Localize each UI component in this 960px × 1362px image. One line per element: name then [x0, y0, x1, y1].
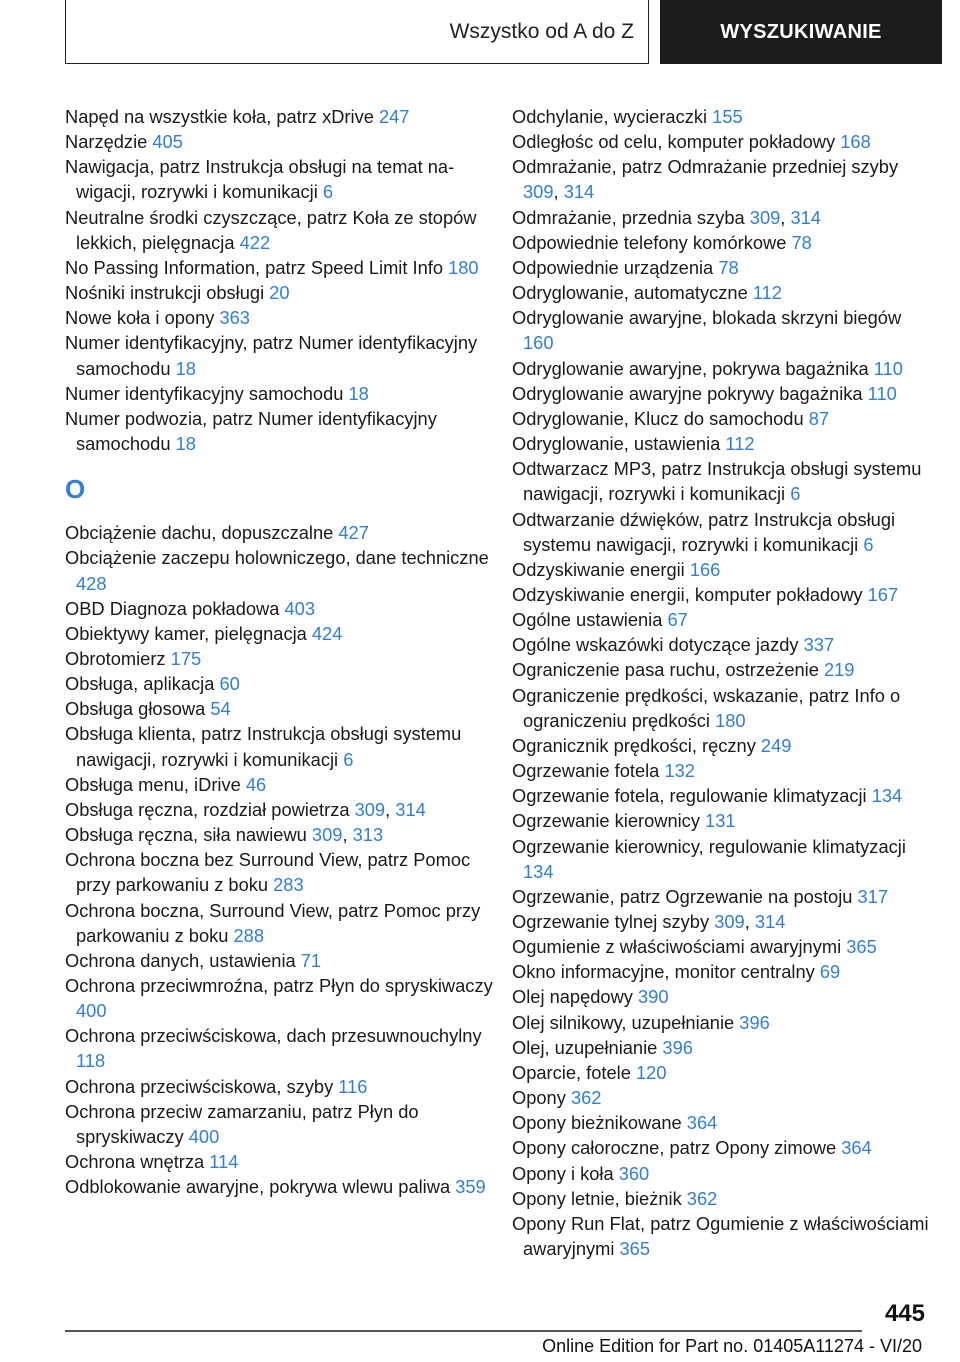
page-link[interactable]: 405 [152, 131, 183, 153]
page-link[interactable]: 427 [338, 522, 369, 544]
page-link[interactable]: 390 [638, 986, 669, 1008]
page-link[interactable]: 87 [808, 407, 830, 429]
page-link[interactable]: 314 [790, 206, 821, 228]
index-entry-text: Ochrona przeciwściskowa, dach przesuwnouchylny [65, 1025, 482, 1047]
index-entry-text: Nawigacja, patrz Instrukcja obsługi na temat nawigacji, rozrywki i komunikacji [65, 156, 455, 203]
page-separator: , [342, 824, 353, 846]
index-entry-text: Ochrona przeciwściskowa, szyby [65, 1075, 339, 1097]
index-entry-text: Ogranicznik prędkości, ręczny [512, 734, 761, 756]
page-link[interactable]: 364 [686, 1112, 718, 1134]
page-separator: , [385, 798, 396, 820]
index-entry [65, 1174, 495, 1199]
page-separator: , [744, 911, 755, 932]
page-link[interactable]: 131 [705, 810, 736, 832]
page-link[interactable]: 314 [754, 911, 786, 932]
index-entry [65, 721, 495, 771]
section-title: Wszystko od A do Z [449, 19, 634, 43]
page-separator: , [553, 181, 564, 203]
index-entry [512, 406, 932, 431]
page-header [0, 0, 960, 66]
index-entry [65, 205, 495, 255]
page-link[interactable]: 132 [664, 760, 695, 782]
page-link[interactable]: 168 [840, 131, 871, 153]
page-link[interactable]: 67 [667, 609, 688, 631]
page-link[interactable]: 362 [570, 1087, 602, 1109]
page-link[interactable]: 428 [76, 572, 107, 594]
page-link[interactable]: 60 [219, 673, 240, 695]
index-entry-text: Obsługa głosowa [65, 698, 211, 720]
page-link[interactable]: 313 [352, 824, 384, 846]
index-entry [65, 1099, 495, 1149]
index-entry [65, 898, 495, 948]
index-entry-text: Ochrona wnętrza [65, 1151, 210, 1173]
index-entry [512, 783, 932, 808]
index-entry-text: Odryglowanie awaryjne, pokrywa bagażnika [512, 357, 874, 379]
index-entry-text: Napęd na wszystkie koła, patrz xDrive [65, 106, 379, 127]
index-entry [65, 305, 495, 330]
index-entry [65, 406, 495, 456]
footer-divider [65, 1330, 862, 1332]
page-link[interactable]: 403 [284, 597, 316, 619]
index-entry-text: Odległośc od celu, komputer pokładowy [512, 131, 841, 153]
index-entry [512, 808, 932, 833]
page-link[interactable]: 180 [448, 256, 479, 278]
page-link[interactable]: 78 [718, 256, 739, 278]
index-column-right [512, 104, 932, 1261]
page-link[interactable]: 309 [714, 911, 745, 932]
index-entry [65, 948, 495, 973]
index-entry-text: Oparcie, fotele [512, 1061, 636, 1083]
page-link[interactable]: 110 [873, 357, 903, 379]
index-entry [65, 1149, 495, 1174]
index-entry-text: Obsługa menu, iDrive [65, 773, 246, 795]
index-entry-text: Odryglowanie awaryjne pokrywy bagażnika [512, 382, 868, 404]
index-entry [65, 104, 495, 129]
index-entry [512, 129, 932, 154]
index-entry-text: Ochrona boczna, Surround View, patrz Pomoc przy parkowaniu z boku [65, 899, 481, 946]
page-link[interactable]: 112 [725, 433, 755, 455]
page-link[interactable]: 20 [269, 282, 290, 304]
page-link[interactable]: 120 [635, 1061, 667, 1083]
index-entry-text: Olej silnikowy, uzupełnianie [512, 1011, 740, 1033]
index-entry [512, 909, 932, 934]
index-entry [512, 205, 932, 230]
index-entry [65, 696, 495, 721]
page-number: 445 [884, 1300, 925, 1327]
index-entry [512, 632, 932, 657]
index-entry [512, 356, 932, 381]
page-link[interactable]: 6 [343, 748, 354, 770]
page-link[interactable]: 309 [311, 824, 343, 846]
index-entry-text: Numer podwozia, patrz Numer identyfikacyjny samochodu [65, 407, 437, 455]
index-entry [512, 934, 932, 959]
index-entry-text: Olej napędowy [512, 986, 639, 1008]
index-entry [512, 230, 932, 255]
index-entry [512, 1110, 932, 1135]
index-entry [512, 582, 932, 607]
page-link[interactable]: 365 [846, 936, 877, 958]
index-entry [512, 1060, 932, 1085]
index-entry-text: Ograniczenie prędkości, wskazanie, patrz Info o ograniczeniu prędkości [512, 684, 901, 731]
page-link[interactable]: 134 [523, 860, 554, 882]
index-entry [512, 959, 932, 984]
index-entry-text: Neutralne środki czyszczące, patrz Koła ze stopów lekkich, pielęgnacja [65, 206, 477, 253]
index-entry-text: Ogrzewanie fotela, regulowanie klimatyzacji [512, 785, 872, 807]
index-entry [512, 834, 932, 884]
page-link[interactable]: 219 [823, 659, 855, 681]
index-entry [65, 1074, 495, 1099]
page-link[interactable]: 166 [689, 558, 721, 580]
index-entry-text: Obsługa, aplikacja [65, 673, 220, 695]
page-separator: , [780, 206, 791, 228]
index-entry-text: Narzędzie [65, 131, 153, 153]
page-link[interactable]: 424 [311, 622, 343, 644]
index-entry [512, 507, 932, 557]
index-entry-text: Ogólne ustawienia [512, 609, 668, 631]
page-link[interactable]: 249 [760, 734, 792, 756]
page-link[interactable]: 155 [712, 106, 743, 127]
index-entry [512, 431, 932, 456]
index-entry [512, 758, 932, 783]
index-entry [512, 1186, 932, 1211]
index-entry [512, 456, 932, 506]
index-entry [512, 607, 932, 632]
page-link[interactable]: 71 [300, 949, 322, 971]
index-entry-text: Okno informacyjne, monitor centralny [512, 961, 820, 983]
index-entry [512, 657, 932, 682]
index-entry [65, 671, 495, 696]
index-entry [512, 1035, 932, 1060]
index-entry-text: Obciążenie dachu, dopuszczalne [65, 522, 339, 544]
page-link[interactable]: 364 [841, 1137, 872, 1159]
page-link[interactable]: 309 [354, 798, 386, 820]
index-entry-text: Obsługa ręczna, rozdział powietrza [65, 798, 355, 820]
index-entry-text: Ochrona przeciw zamarzaniu, patrz Płyn do spryskiwaczy [65, 1100, 419, 1147]
page-link[interactable]: 54 [210, 698, 231, 720]
index-entry-text: Ochrona danych, ustawienia [65, 949, 301, 971]
index-entry-text: No Passing Information, patrz Speed Limit Info [65, 256, 449, 278]
page-link[interactable]: 365 [619, 1238, 651, 1260]
index-entry [65, 154, 495, 204]
index-entry [512, 255, 932, 280]
index-entry [65, 520, 495, 545]
index-entry [512, 104, 932, 129]
index-entry-text: Opony i koła [512, 1162, 619, 1184]
search-tab[interactable] [660, 0, 942, 64]
index-entry [512, 733, 932, 758]
page-link[interactable]: 359 [455, 1176, 486, 1198]
index-entry-text: Ochrona przeciwmroźna, patrz Płyn do spryskiwaczy [65, 975, 493, 996]
page-link[interactable]: 363 [219, 307, 250, 329]
index-entry [512, 557, 932, 582]
page-link[interactable]: 247 [378, 106, 410, 127]
index-entry-text: Ogumienie z właściwościami awaryjnymi [512, 936, 847, 958]
index-entry [65, 621, 495, 646]
index-entry-text: Odmrażanie, przednia szyba [512, 206, 750, 228]
index-entry [512, 1010, 932, 1035]
index-entry [512, 884, 932, 909]
index-entry [512, 1135, 932, 1160]
index-entry-text: Odpowiednie urządzenia [512, 256, 719, 278]
index-entry-text: Obsługa ręczna, siła nawiewu [65, 824, 312, 846]
page-link[interactable]: 114 [209, 1151, 239, 1173]
index-entry [512, 154, 932, 204]
index-entry [65, 129, 495, 154]
page-link[interactable]: 69 [819, 961, 841, 983]
index-entry [65, 330, 495, 380]
index-entry [65, 646, 495, 671]
index-entry [65, 545, 495, 595]
index-entry [65, 280, 495, 305]
index-entry [65, 847, 495, 897]
index-entry-text: Ochrona boczna bez Surround View, patrz Pomoc przy parkowaniu z boku [65, 849, 471, 896]
index-entry-text: Numer identyfikacyjny, patrz Numer identyfikacyjny samochodu [65, 332, 478, 379]
page-link[interactable]: 18 [175, 433, 196, 455]
index-entry [512, 1211, 932, 1261]
page-link[interactable]: 317 [857, 885, 889, 907]
page-link[interactable]: 6 [863, 533, 874, 555]
index-entry-text: Odryglowanie, automatyczne [512, 282, 753, 304]
index-entry-text: Obrotomierz [65, 647, 171, 669]
index-entry-text: Ogrzewanie kierownicy, regulowanie klimatyzacji [512, 835, 906, 857]
index-entry-text: Odpowiednie telefony komórkowe [512, 231, 792, 253]
index-entry [65, 381, 495, 406]
index-column-left [65, 104, 495, 1199]
search-tab-label: WYSZUKIWANIE [720, 20, 882, 43]
index-entry-text: Numer identyfikacyjny samochodu [65, 382, 349, 404]
page-link[interactable]: 112 [752, 282, 782, 304]
index-entry-text: Opony Run Flat, patrz Ogumienie z właściwościami awaryjnymi [512, 1212, 929, 1260]
page-link[interactable]: 6 [322, 181, 334, 203]
page-link[interactable]: 288 [233, 924, 265, 946]
index-entry [512, 984, 932, 1009]
page-link[interactable]: 400 [188, 1125, 220, 1147]
page-link[interactable]: 180 [715, 709, 746, 731]
page-link[interactable]: 6 [790, 483, 801, 505]
page-link[interactable]: 309 [523, 181, 554, 203]
index-entry-text: Odryglowanie, ustawienia [512, 433, 726, 455]
page-link[interactable]: 116 [338, 1075, 368, 1097]
index-entry-text: Opony letnie, bieżnik [512, 1187, 687, 1209]
page-link[interactable]: 134 [871, 785, 903, 807]
index-entry [65, 255, 495, 280]
index-entry-text: Odchylanie, wycieraczki [512, 106, 713, 127]
index-entry-text: Ogólne wskazówki dotyczące jazdy [512, 634, 804, 656]
index-entry-text: Ogrzewanie, patrz Ogrzewanie na postoju [512, 885, 858, 907]
index-entry [512, 683, 932, 733]
index-entry-text: Odtwarzanie dźwięków, patrz Instrukcja obsługi systemu nawigacji, rozrywki i komunikacji [512, 508, 896, 555]
index-entry-text: Obsługa klienta, patrz Instrukcja obsługi systemu nawigacji, rozrywki i komunikacji [65, 723, 462, 770]
page-link[interactable]: 118 [76, 1050, 106, 1072]
index-entry-text: Odryglowanie, Klucz do samochodu [512, 407, 809, 429]
index-entry-text: Ogrzewanie kierownicy [512, 810, 706, 832]
page-link[interactable]: 396 [662, 1036, 693, 1058]
index-entry-text: Opony bieżnikowane [512, 1112, 687, 1134]
index-entry-text: Olej, uzupełnianie [512, 1036, 663, 1058]
index-entry-text: Ogrzewanie tylnej szyby [512, 911, 715, 932]
index-entry-text: Odtwarzacz MP3, patrz Instrukcja obsługi systemu nawigacji, rozrywki i komunikacji [512, 458, 922, 505]
index-entry-text: Ogrzewanie fotela [512, 760, 665, 782]
page-link[interactable]: 18 [348, 382, 369, 404]
index-entry-text: Obiektywy kamer, pielęgnacja [65, 622, 312, 644]
index-entry-text: Nośniki instrukcji obsługi [65, 282, 270, 304]
page-link[interactable]: 46 [245, 773, 267, 795]
index-entry [65, 797, 495, 822]
index-entry-text: OBD Diagnoza pokładowa [65, 597, 285, 619]
index-entry-text: Opony [512, 1087, 571, 1109]
page-link[interactable]: 78 [791, 231, 812, 253]
page-link[interactable]: 360 [618, 1162, 650, 1184]
edition-note: Online Edition for Part no. 01405A11274 - VI/20 [542, 1336, 922, 1356]
page-link[interactable]: 175 [170, 647, 202, 669]
index-entry [65, 822, 495, 847]
page-link[interactable]: 396 [739, 1011, 770, 1033]
index-entry [512, 381, 932, 406]
index-entry [512, 1085, 932, 1110]
index-entry-text: Odzyskiwanie energii [512, 558, 690, 580]
page-link[interactable]: 110 [867, 382, 897, 404]
section-title-tab[interactable] [65, 0, 649, 64]
index-entry [512, 305, 932, 355]
index-section-letter: O [65, 474, 86, 505]
page-link[interactable]: 400 [76, 1000, 107, 1022]
page-link[interactable]: 314 [563, 181, 595, 203]
index-entry [65, 973, 495, 1023]
index-entry-text: Opony całoroczne, patrz Opony zimowe [512, 1137, 842, 1159]
page-link[interactable]: 422 [239, 231, 271, 253]
index-entry [512, 1161, 932, 1186]
page-link[interactable]: 337 [803, 634, 835, 656]
index-entry-text: Ograniczenie pasa ruchu, ostrzeżenie [512, 659, 824, 681]
index-entry-text: Obciążenie zaczepu holowniczego, dane techniczne [65, 547, 489, 569]
index-entry-text: Odmrażanie, patrz Odmrażanie przedniej szyby [512, 156, 899, 178]
page-link[interactable]: 160 [523, 332, 554, 354]
page-link[interactable]: 167 [867, 583, 899, 605]
page-link[interactable]: 18 [175, 357, 196, 379]
index-entry [512, 280, 932, 305]
index-entry-text: Odblokowanie awaryjne, pokrywa wlewu paliwa [65, 1176, 456, 1198]
index-entry [65, 772, 495, 797]
index-entry-text: Nowe koła i opony [65, 307, 220, 329]
index-entry-text: Odzyskiwanie energii, komputer pokładowy [512, 583, 868, 605]
page-link[interactable]: 314 [395, 798, 426, 820]
page-link[interactable]: 309 [749, 206, 781, 228]
page-link[interactable]: 362 [686, 1187, 718, 1209]
page-link[interactable]: 283 [273, 874, 304, 896]
index-entry [65, 596, 495, 621]
index-entry [65, 1023, 495, 1073]
index-entry-text: Odryglowanie awaryjne, blokada skrzyni biegów [512, 307, 902, 329]
